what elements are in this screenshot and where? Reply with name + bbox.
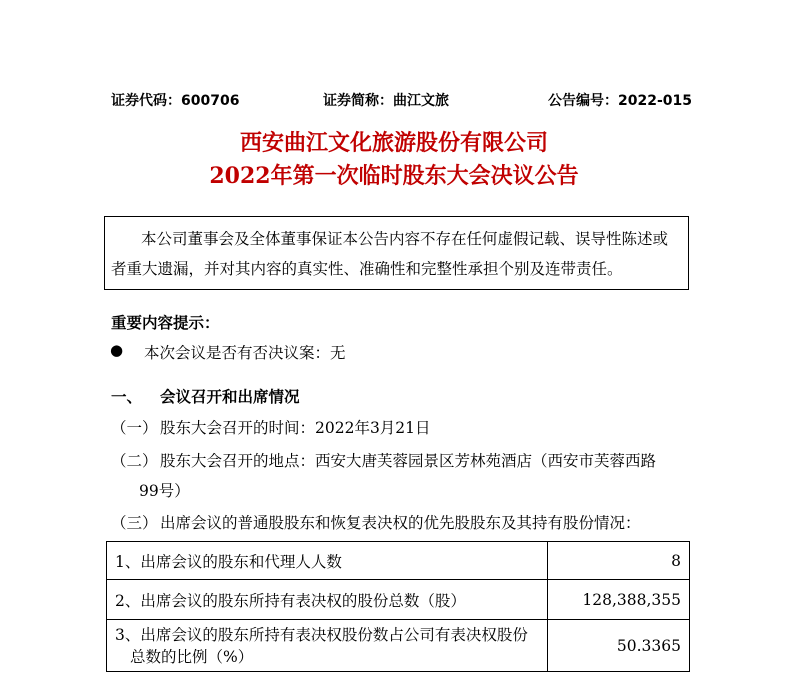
table-cell-value: 8 [548, 542, 690, 580]
item-number-3: （三） [111, 514, 158, 532]
table-cell-label-line-1: 3、出席会议的股东所持有表决权股份数占公司有表决权股份 [115, 625, 528, 644]
table-cell-label [107, 620, 548, 672]
meeting-location: 股东大会召开的地点：西安大唐芙蓉园景区芳林苑酒店（西安市芙蓉西路 [160, 452, 657, 470]
table-cell-label-line-2: 总数的比例（%） [130, 647, 254, 666]
highlights-heading: 重要内容提示： [111, 314, 220, 332]
stock-code: 证券代码：600706 [111, 93, 240, 109]
section-heading: 会议召开和出席情况 [160, 388, 300, 406]
table-row [107, 580, 690, 620]
announcement-title: 2022年第一次临时股东大会决议公告 [209, 163, 579, 189]
item-number-1: （一） [111, 419, 158, 437]
table-cell-value: 50.3365 [548, 620, 690, 672]
notice-number: 公告编号：2022-015 [548, 93, 692, 109]
table-cell-value: 128,388,355 [548, 580, 690, 620]
table-row [107, 620, 690, 672]
meeting-time: 股东大会召开的时间：2022年3月21日 [160, 419, 431, 437]
meeting-location-cont: 99号） [139, 482, 190, 500]
attendance-intro: 出席会议的普通股股东和恢复表决权的优先股股东及其持有股份情况： [160, 514, 641, 532]
table-cell-label: 1、出席会议的股东和代理人人数 [107, 542, 548, 580]
disclaimer-line-2: 者重大遗漏，并对其内容的真实性、准确性和完整性承担个别及连带责任。 [111, 260, 623, 278]
item-number-2: （二） [111, 452, 158, 470]
disclaimer-line-1: 本公司董事会及全体董事保证本公告内容不存在任何虚假记载、误导性陈述或 [141, 230, 669, 248]
attendance-table [106, 541, 690, 672]
highlight-item: 本次会议是否有否决议案：无 [144, 344, 346, 362]
stock-short-name: 证券简称：曲江文旅 [323, 93, 449, 109]
table-row [107, 542, 690, 580]
table-cell-label: 2、出席会议的股东所持有表决权的股份总数（股） [107, 580, 548, 620]
disclaimer-box [104, 216, 689, 290]
section-number: 一、 [111, 388, 143, 406]
company-title: 西安曲江文化旅游股份有限公司 [239, 130, 548, 156]
bullet-icon: ● [110, 341, 124, 359]
